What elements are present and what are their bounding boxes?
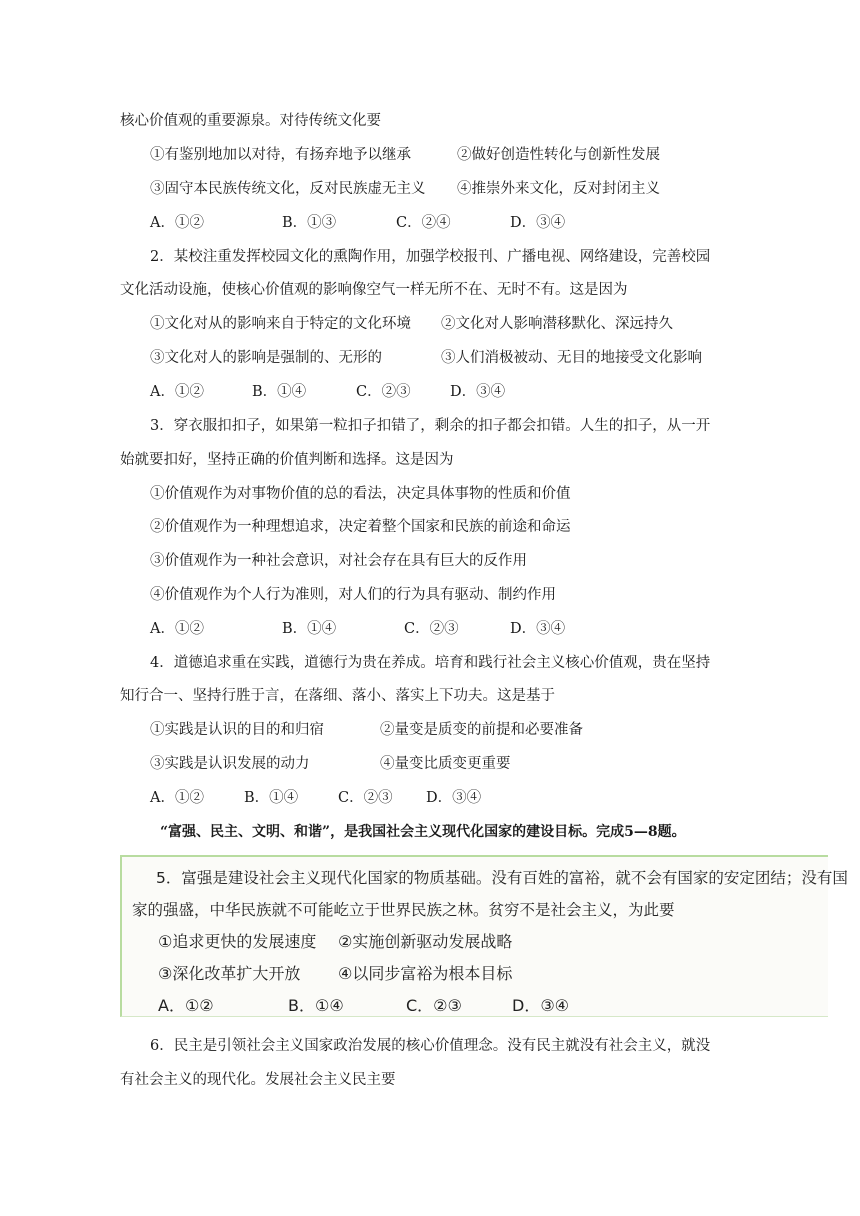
q5-option-4: ④以同步富裕为根本目标: [338, 964, 513, 983]
q4-option-4: ④量变比质变更重要: [380, 756, 511, 772]
q4-option-2: ②量变是质变的前提和必要准备: [380, 722, 583, 738]
q5-choice-a: A．①②: [158, 996, 214, 1015]
q1-choice-c: C．②④: [396, 215, 451, 231]
q6-stem-line-2: 有社会主义的现代化。发展社会主义民主要: [120, 1072, 396, 1088]
q2-stem-line-1: 2．某校注重发挥校园文化的熏陶作用，加强学校报刊、广播电视、网络建设，完善校园: [150, 249, 711, 265]
q5-choice-d: D．③④: [512, 996, 570, 1015]
q6-stem-line-1: 6．民主是引领社会主义国家政治发展的核心价值理念。没有民主就没有社会主义，就没: [150, 1038, 711, 1054]
q3-stem-line-2: 始就要扣好，坚持正确的价值判断和选择。这是因为: [120, 452, 454, 468]
q4-stem-line-1: 4．道德追求重在实践，道德行为贵在养成。培育和践行社会主义核心价值观，贵在坚持: [150, 655, 711, 671]
q1-choices: [150, 213, 565, 233]
q2-choice-d: D．③④: [450, 384, 506, 400]
q5-choice-c: C．②③: [406, 996, 462, 1015]
q1-choice-b: B．①③: [282, 215, 337, 231]
q2-choice-c: C．②③: [356, 384, 411, 400]
q4-option-1: ①实践是认识的目的和归宿: [150, 722, 324, 738]
q3-choice-d: D．③④: [510, 621, 566, 637]
q3-option-2: ②价值观作为一种理想追求，决定着整个国家和民族的前途和命运: [150, 519, 571, 535]
q4-choice-c: C．②③: [338, 790, 393, 806]
q3-option-4: ④价值观作为个人行为准则，对人们的行为具有驱动、制约作用: [150, 587, 556, 603]
q2-option-3: ③文化对人的影响是强制的、无形的: [150, 350, 382, 366]
q5-scanned-block: [120, 855, 848, 1017]
q4-choices: [150, 788, 481, 808]
q2-choices: [150, 382, 505, 402]
q2-choice-b: B．①④: [252, 384, 307, 400]
q3-choices: [150, 619, 565, 639]
q1-option-3: ③固守本民族传统文化，反对民族虚无主义: [150, 181, 426, 197]
q3-choice-c: C．②③: [404, 621, 459, 637]
q1-stem: 核心价值观的重要源泉。对待传统文化要: [120, 113, 381, 129]
q5-option-1: ①追求更快的发展速度: [158, 932, 317, 951]
q5-choice-b: B．①④: [288, 996, 344, 1015]
q2-option-2: ②文化对人影响潜移默化、深远持久: [441, 316, 673, 332]
q5-choices: [158, 995, 569, 1017]
q3-choice-a: A．①②: [150, 621, 204, 637]
q4-choice-b: B．①④: [244, 790, 299, 806]
q1-option-4: ④推崇外来文化，反对封闭主义: [457, 181, 660, 197]
q5-option-2: ②实施创新驱动发展战略: [338, 932, 513, 951]
q5-stem-line-1: 5．富强是建设社会主义现代化国家的物质基础。没有百姓的富裕，就不会有国家的安定团结；没有国: [156, 869, 848, 887]
group-instruction: “富强、民主、文明、和谐”，是我国社会主义现代化国家的建设目标。完成5—8题。: [160, 824, 686, 840]
q5-stem-line-2: 家的强盛，中华民族就不可能屹立于世界民族之林。贫穷不是社会主义，为此要: [132, 901, 675, 919]
q2-stem-line-2: 文化活动设施，使核心价值观的影响像空气一样无所不在、无时不有。这是因为: [120, 282, 628, 298]
q4-choice-a: A．①②: [150, 790, 204, 806]
q4-choice-d: D．③④: [426, 790, 482, 806]
q2-choice-a: A．①②: [150, 384, 204, 400]
q5-option-3: ③深化改革扩大开放: [158, 964, 301, 983]
q3-stem-line-1: 3．穿衣服扣扣子，如果第一粒扣子扣错了，剩余的扣子都会扣错。人生的扣子，从一开: [150, 418, 711, 434]
q4-stem-line-2: 知行合一、坚持行胜于言，在落细、落小、落实上下功夫。这是基于: [120, 688, 555, 704]
q1-choice-a: A．①②: [150, 215, 204, 231]
q1-choice-d: D．③④: [510, 215, 566, 231]
q3-option-3: ③价值观作为一种社会意识，对社会存在具有巨大的反作用: [150, 553, 527, 569]
q2-option-4: ③人们消极被动、无目的地接受文化影响: [441, 350, 702, 366]
q3-option-1: ①价值观作为对事物价值的总的看法，决定具体事物的性质和价值: [150, 486, 571, 502]
q3-choice-b: B．①④: [282, 621, 337, 637]
q1-option-2: ②做好创造性转化与创新性发展: [457, 147, 660, 163]
q4-option-3: ③实践是认识发展的动力: [150, 756, 310, 772]
q1-option-1: ①有鉴别地加以对待，有扬弃地予以继承: [150, 147, 411, 163]
q2-option-1: ①文化对从的影响来自于特定的文化环境: [150, 316, 411, 332]
